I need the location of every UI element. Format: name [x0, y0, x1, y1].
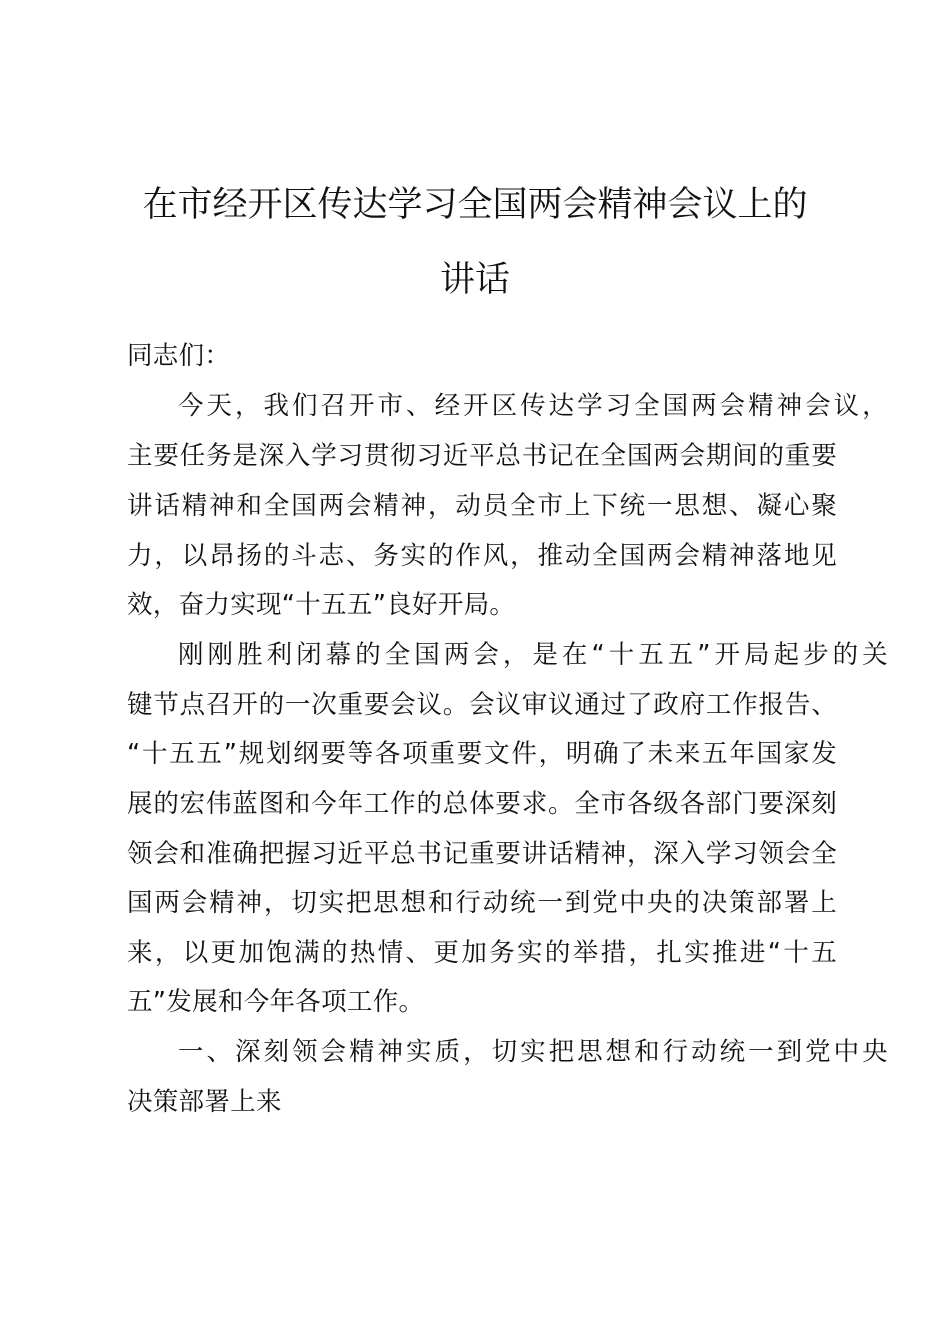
paragraph-1-line-3: 讲话精神和全国两会精神，动员全市上下统一思想、凝心聚 — [127, 491, 837, 521]
paragraph-1-line-1: 今天，我们召开市、经开区传达学习全国两会精神会议， — [178, 391, 888, 421]
section-heading-1-line-1: 一、深刻领会精神实质，切实把思想和行动统一到党中央 — [178, 1037, 888, 1067]
paragraph-1-line-2: 主要任务是深入学习贯彻习近平总书记在全国两会期间的重要 — [127, 441, 837, 471]
paragraph-1-line-4: 力，以昂扬的斗志、务实的作风，推动全国两会精神落地见 — [127, 541, 837, 571]
paragraph-2-line-6: 国两会精神，切实把思想和行动统一到党中央的决策部署上 — [127, 888, 837, 918]
paragraph-2-line-1: 刚刚胜利闭幕的全国两会，是在“十五五”开局起步的关 — [178, 640, 888, 670]
document-title-line-2: 讲话 — [439, 260, 510, 300]
section-heading-1-line-2: 决策部署上来 — [127, 1087, 282, 1117]
document-title-line-1: 在市经开区传达学习全国两会精神会议上的 — [142, 185, 808, 225]
paragraph-2-line-4: 展的宏伟蓝图和今年工作的总体要求。全市各级各部门要深刻 — [127, 789, 837, 819]
paragraph-2-line-8: 五”发展和今年各项工作。 — [127, 987, 425, 1017]
paragraph-1-line-5: 效，奋力实现“十五五”良好开局。 — [127, 590, 516, 620]
salutation: 同志们： — [127, 341, 231, 371]
paragraph-2-line-7: 来，以更加饱满的热情、更加务实的举措，扎实推进“十五 — [127, 938, 837, 968]
paragraph-2-line-3: “十五五”规划纲要等各项重要文件，明确了未来五年国家发 — [127, 739, 837, 769]
paragraph-2-line-5: 领会和准确把握习近平总书记重要讲话精神，深入学习领会全 — [127, 839, 837, 869]
paragraph-2-line-2: 键节点召开的一次重要会议。会议审议通过了政府工作报告、 — [127, 690, 837, 720]
